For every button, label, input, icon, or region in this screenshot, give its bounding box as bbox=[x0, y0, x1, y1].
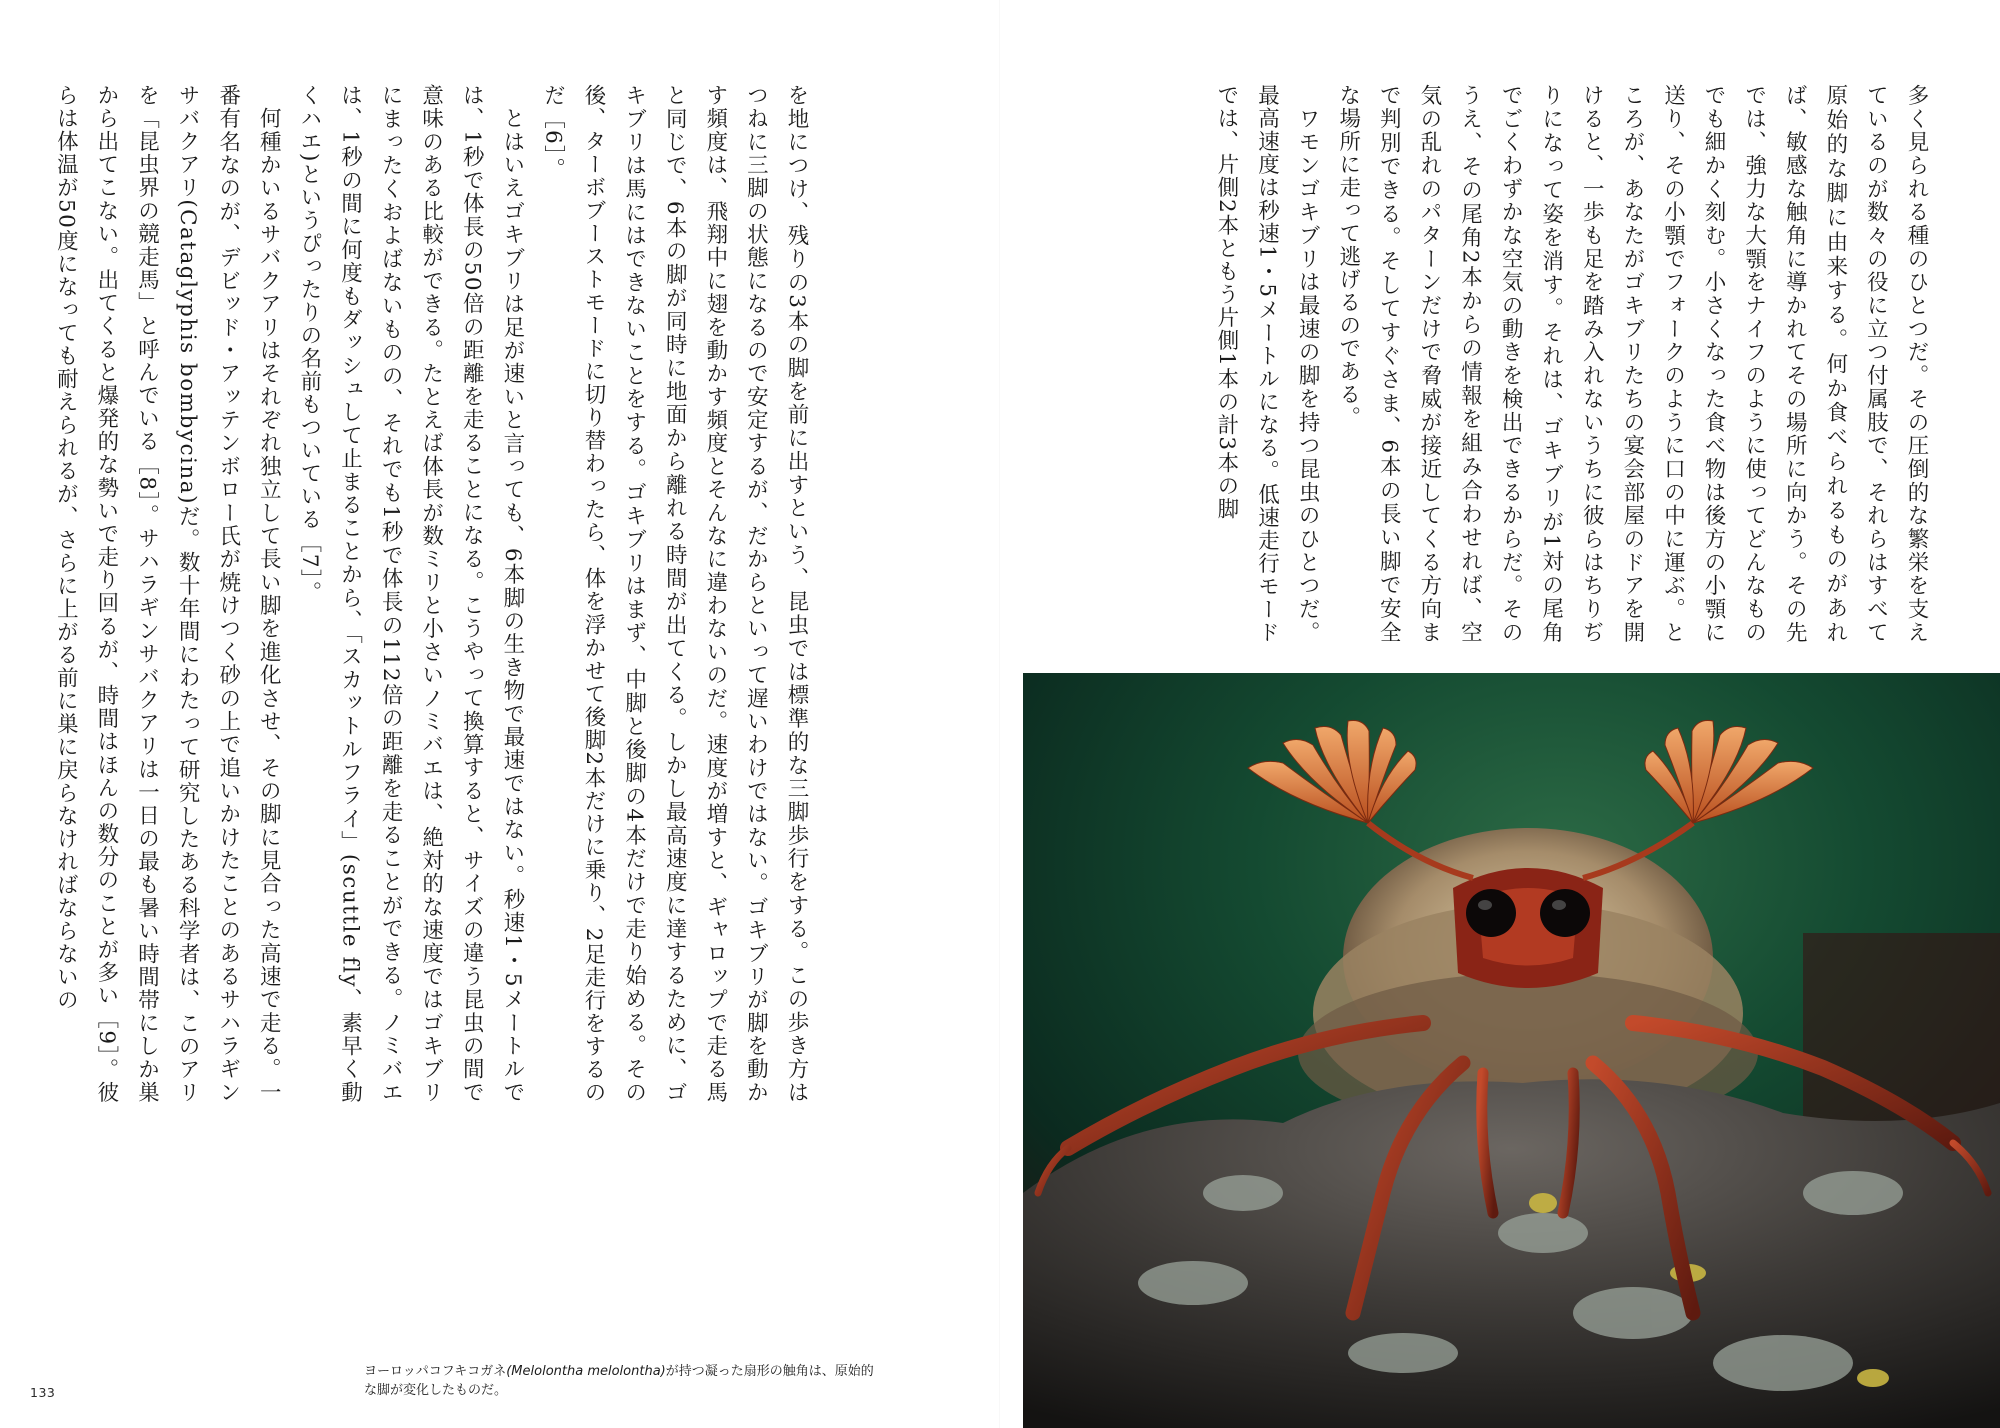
page-number: 133 bbox=[30, 1385, 56, 1400]
beetle-photo bbox=[1023, 673, 2000, 1428]
photo-caption bbox=[364, 1362, 884, 1400]
left-body-text: を地につけ、残りの3本の脚を前に出すという、昆虫では標準的な三脚歩行をする。この歩き方はつねに三脚の状態になるので安定するが、だからといって遅いわけではない。ゴキブリが脚を動かす頻度は、飛翔中に翅を動かす頻度とそんなに違わないのだ。速度が増すと、ギャロップで走る馬と同じで、6本の脚が同時に地面から離れる時間が出てくる。しかし最高速度に達するために、ゴキブリは馬にはできないことをする。ゴキブリはまず、中脚と後脚の4本だけで走り始める。その後、ターボブーストモードに切り替わったら、体を浮かせて後脚2本だけに乗り、2足走行をするのだ［6］。 とはいえゴキブリは足が速いと言っても、6本脚の生き物で最速ではない。秒速1・5メートルでは、1秒で体長の50倍の距離を走ることになる。こうやって換算すると、サイズの違う昆虫の間で意味のある比較ができる。たとえば体長が数ミリと小さいノミバエは、絶対的な速度ではゴキブリにまったくおよばないものの、それでも1秒で体長の112倍の距離を走ることができる。ノミバエは、1秒の間に何度もダッシュして止まることから、「スカットルフライ」(scuttle fly、素早く動くハエ)というぴったりの名前もついている［7］。 何種かいるサバクアリはそれぞれ独立して長い脚を進化させ、その脚に見合った高速で走る。一番有名なのが、デビッド・アッテンボロー氏が焼けつく砂の上で追いかけたことのあるサハラギンサバクアリ(Cataglyphis bombycina)だ。数十年間にわたって研究したある科学者は、このアリを「昆虫界の競走馬」と呼んでいる［8］。サハラギンサバクアリは一日の最も暑い時間帯にしか巣から出てこない。出てくると爆発的な勢いで走り回るが、時間はほんの数分のことが多い［9］。彼らは体温が50度になっても耐えられるが、さらに上がる前に巣に戻らなければならないの bbox=[53, 84, 809, 1104]
beetle-illustration bbox=[1023, 673, 2000, 1428]
caption-latin-name: (Melolontha melolontha) bbox=[506, 1364, 666, 1379]
caption-text: が持つ凝った扇形の触角は、原始的な脚が変化したものだ。 bbox=[364, 1364, 874, 1398]
caption-species-name: ヨーロッパコフキコガネ bbox=[364, 1364, 507, 1379]
right-body-text: 多く見られる種のひとつだ。その圧倒的な繁栄を支えているのが数々の役に立つ付属肢で、それらはすべて原始的な脚に由来する。何か食べられるものがあれば、敏感な触角に導かれてその場所に向かう。その先では、強力な大顎をナイフのように使ってどんなものでも細かく刻む。小さくなった食べ物は後方の小顎に送り、その小顎でフォークのように口の中に運ぶ。ところが、あなたがゴキブリたちの宴会部屋のドアを開けると、一歩も足を踏み入れないうちに彼らはちりぢりになって姿を消す。それは、ゴキブリが1対の尾角でごくわずかな空気の動きを検出できるからだ。そのうえ、その尾角2本からの情報を組み合わせれば、空気の乱れのパターンだけで脅威が接近してくる方向まで判別できる。そしてすぐさま、6本の長い脚で安全な場所に走って逃げるのである。 ワモンゴキブリは最速の脚を持つ昆虫のひとつだ。最高速度は秒速1・5メートルになる。低速走行モードでは、片側2本ともう片側1本の計3本の脚 bbox=[1213, 84, 1929, 645]
